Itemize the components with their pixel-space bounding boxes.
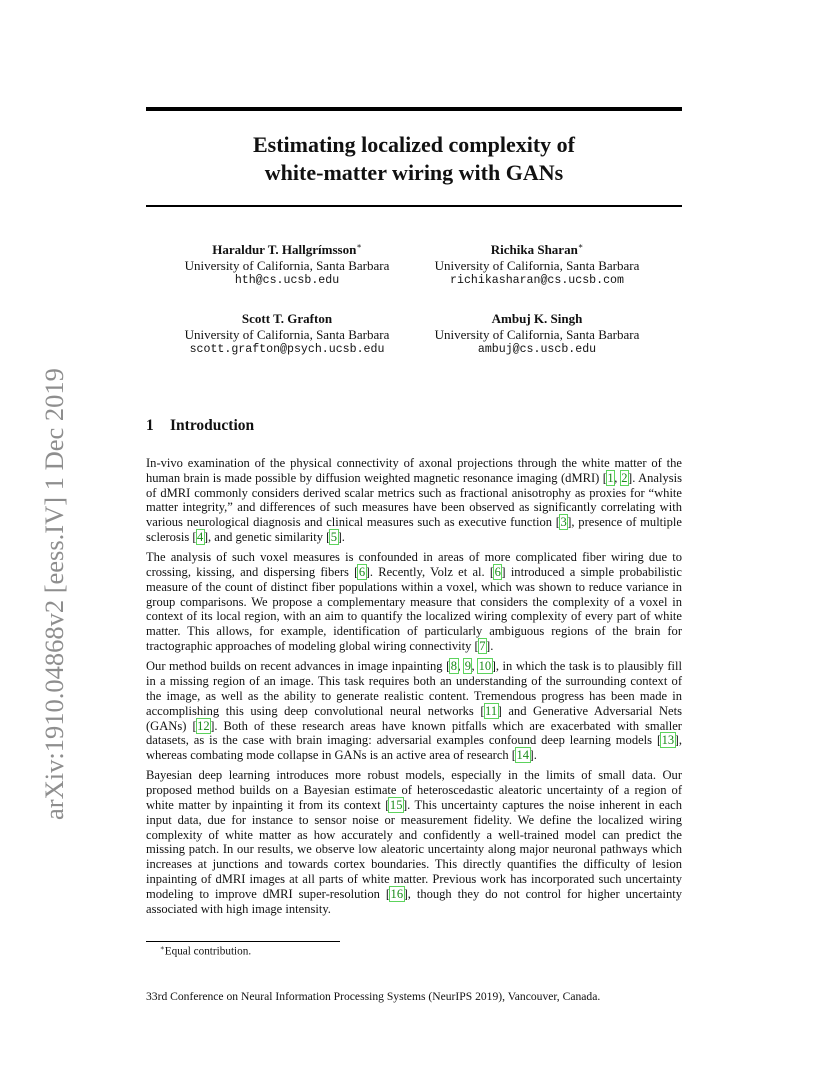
author-block [157,242,417,289]
body-paragraph [146,550,682,654]
title-top-rule [146,107,682,111]
paragraph-text: , [457,659,465,674]
author-name: Scott T. Grafton [241,311,333,326]
author-block [157,311,417,358]
paragraph-text: Bayesian deep learning introduces more robust models, especially in the limits of small data. Our proposed method builds on a Bayesian estimate of heteroscedastic aleatoric uncertainty of a region of white matter by inpainting it from its context [ [146,768,682,813]
title-line: white-matter wiring with GANs [264,160,564,185]
paragraph-text: ]. Analysis of dMRI commonly considers derived scalar metrics such as fractional anisotrophy as proxies for “white matter integrity,” and differences of such measures have been observed as significantly correlating with various neurological diagnosis and clinical measures such as executive function [ [146,470,682,530]
paragraph-text: , [471,659,479,674]
citation-link[interactable]: 13 [661,733,675,748]
citation-link[interactable]: 6 [358,565,366,580]
author-name: Haraldur T. Hallgrímsson [212,242,357,257]
paragraph-text: The analysis of such voxel measures is confounded in areas of more complicated fiber wiring due to crossing, kissing, and dispersing fibers [ [146,550,682,580]
paragraph-text: ], whereas combating mode collapse in GANs is an active area of research [ [146,733,682,763]
citation-link[interactable]: 11 [485,703,498,718]
paragraph-text: ], and genetic similarity [ [203,529,331,544]
paragraph-text: ] and Generative Adversarial Nets (GANs) [ [146,703,682,733]
title-bottom-rule [146,205,682,207]
author-affiliation: University of California, Santa Barbara [184,326,390,342]
paragraph-text: ]. Both of these research areas have known pitfalls which are exacerbated with smaller datasets, as is the case with brain imaging: adversarial examples confound deep learning models [ [146,718,682,748]
citation-link[interactable]: 12 [197,718,210,733]
equal-contribution-mark: ∗ [356,241,362,251]
paragraph-text: In-vivo examination of the physical connectivity of axonal projections through the white matter of the human brain is made possible by diffusion weighted magnetic resonance imaging (dMRI) [ [146,456,682,485]
body-paragraph [146,659,682,763]
body-paragraph [146,768,682,916]
citation-link[interactable]: 8 [450,659,458,674]
author-email[interactable]: richikasharan@cs.ucsb.com [450,274,624,288]
citation-link[interactable]: 3 [560,515,567,530]
arxiv-identifier: arXiv:1910.04868v2 [eess.IV] 1 Dec 2019 [39,368,69,820]
paragraph-text: ], presence of multiple sclerosis [ [146,515,682,544]
author-affiliation: University of California, Santa Barbara [184,257,390,273]
author-block [407,242,667,289]
author-email[interactable]: scott.grafton@psych.ucsb.edu [189,343,385,357]
citation-link[interactable]: 1 [607,470,614,485]
paragraph-text: ], in which the task is to plausibly fill in a missing region of an image. This task requires both an understanding of the surrounding context of the image, as well as the ability to generate realistic content. Tremendous progress has been made in accomplishing this using deep convolutional neural networks [ [146,659,682,718]
footnote [160,944,251,958]
footnote-rule [146,941,340,942]
paragraph-text: Our method builds on recent advances in image inpainting [ [146,659,451,674]
author-name: Ambuj K. Singh [491,311,583,326]
footnote-mark: ∗ [160,944,165,952]
paragraph-text: ] introduced a simple probabilistic measure of the count of distinct fiber populations within a voxel, which was shown to reduce variance in group comparisons. We propose a complementary measure that considers the complexity of a voxel in context of its local region, with an aim to quantify the localized wiring complexity of every part of white matter. This allows, for example, identification of particularly ambiguous regions of the brain for tractographic approaches of modeling global wiring connectivity [ [146,565,682,654]
paragraph-text: , [614,470,621,485]
equal-contribution-mark: ∗ [577,241,584,251]
paragraph-text: ]. This uncertainty captures the noise inherent in each input data, due for instance to sensor noise or measurement fidelity. We define the localized wiring complexity of white matter as how accurately and confidently a well-trained model can predict the missing patch. In our results, we observe low aleatoric uncertainty along major neuronal pathways which increases at junctions and towards cortex boundaries. This directly quantifies the difficulty of lesion inpainting of dMRI images at all parts of white matter. Previous work has incorporated such uncertainty modeling to improve dMRI super-resolution [ [146,798,682,901]
section-title: Introduction [170,417,255,434]
author-email[interactable]: ambuj@cs.uscb.edu [477,343,597,357]
citation-link[interactable]: 7 [479,639,486,654]
citation-link[interactable]: 4 [197,529,204,544]
title-line: Estimating localized complexity of [252,132,575,157]
citation-link[interactable]: 14 [516,748,530,763]
paragraph-text: ]. [337,529,345,544]
citation-link[interactable]: 6 [494,565,501,580]
author-block [407,311,667,358]
author-affiliation: University of California, Santa Barbara [434,326,640,342]
conference-notice: 33rd Conference on Neural Information Processing Systems (NeurIPS 2019), Vancouver, Canada. [146,990,601,1003]
citation-link[interactable]: 15 [389,798,403,813]
paragraph-text: ]. [529,748,537,763]
paragraph-text: ]. Recently, Volz et al. [ [365,565,495,580]
paragraph-text: ]. [486,639,494,654]
introduction-body [146,456,682,922]
paper-title [146,131,682,187]
body-paragraph [146,456,682,545]
author-name: Richika Sharan [490,242,578,257]
paragraph-text: ], though they do not control for higher uncertainty associated with high image intensity. [146,886,683,916]
author-affiliation: University of California, Santa Barbara [434,257,640,273]
section-number: 1 [146,417,154,434]
citation-link[interactable]: 10 [478,659,492,674]
footnote-text: Equal contribution. [164,945,252,958]
citation-link[interactable]: 5 [330,529,338,544]
citation-link[interactable]: 16 [390,886,404,901]
author-email[interactable]: hth@cs.ucsb.edu [234,274,340,288]
citation-link[interactable]: 9 [464,659,471,674]
citation-link[interactable]: 2 [621,470,628,485]
section-heading [146,417,254,435]
